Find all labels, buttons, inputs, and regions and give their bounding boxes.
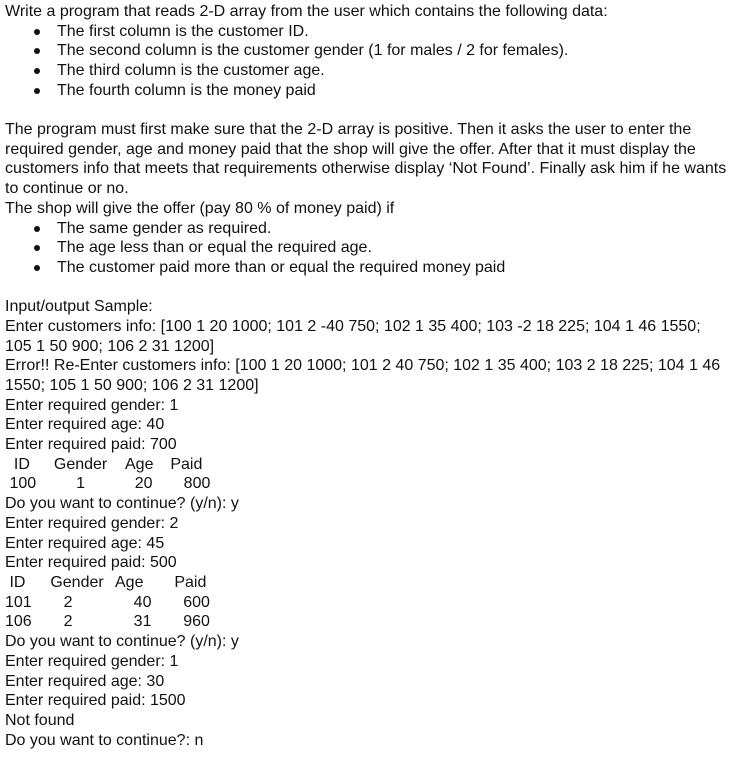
table-cell: 800 [157,475,211,493]
list-item: The fourth column is the money paid [5,81,730,101]
conditions-list [5,219,730,278]
run2-result-table [5,573,210,632]
description-paragraph: The program must first make sure that the 2-D array is positive. Then it asks the user to enter the required gender, age and money paid that the shop will give the offer. After that it must display the customers info that meets that requirements otherwise display ‘Not Found’. Finally ask him if he wants to continue or no. [5,121,727,198]
header-cell: ID [5,455,30,473]
table-cell: 960 [161,613,210,631]
run3-continue: Do you want to continue?: n [5,731,204,749]
run2-paid: Enter required paid: 500 [5,554,177,572]
run2-continue: Do you want to continue? (y/n): y [5,633,239,651]
table-header-row [5,573,210,593]
table-cell: 2 [37,593,73,611]
run3-gender: Enter required gender: 1 [5,652,179,670]
run3-result: Not found [5,711,75,729]
table-cell: 2 [37,613,73,631]
table-cell: 40 [107,593,152,611]
header-cell: Paid [157,455,203,473]
spacer [5,278,730,298]
run1-paid: Enter required paid: 700 [5,436,177,454]
list-item: The first column is the customer ID. [5,22,730,42]
run1-gender: Enter required gender: 1 [5,396,179,414]
list-item: The age less than or equal the required age. [5,238,730,258]
header-cell: ID [5,573,26,591]
list-item: The third column is the customer age. [5,61,730,81]
table-cell: 101 [5,593,32,611]
run3-paid: Enter required paid: 1500 [5,692,186,710]
table-cell: 106 [5,613,32,631]
run3-age: Enter required age: 30 [5,672,165,690]
run1-result-table [5,455,210,494]
run1-continue: Do you want to continue? (y/n): y [5,495,239,513]
spacer [5,101,730,121]
table-row [5,612,210,632]
header-cell: Age [107,573,144,591]
run2-age: Enter required age: 45 [5,534,165,552]
table-cell: 1 [45,475,86,493]
intro-text: Write a program that reads 2-D array from the user which contains the following data: [5,3,608,20]
table-row [5,474,210,494]
table-cell: 600 [161,593,210,611]
table-row [5,593,210,613]
columns-list [5,22,730,101]
list-item: The customer paid more than or equal the required money paid [5,258,730,278]
sample-error-line: Error!! Re-Enter customers info: [100 1 20 1000; 101 2 40 750; 102 1 35 400; 103 2 18 225; 104 1 46 1550; 105 1 50 900; 106 2 31 1200] [5,357,721,394]
sample-title: Input/output Sample: [5,298,153,316]
sample-input-line: Enter customers info: [100 1 20 1000; 101 2 -40 750; 102 1 35 400; 103 -2 18 225; 104 1 46 1550; 105 1 50 900; 106 2 31 1200] [5,317,701,355]
table-cell: 100 [5,475,37,493]
offer-intro: The shop will give the offer (pay 80 % of money paid) if [5,199,395,217]
run2-gender: Enter required gender: 2 [5,514,179,532]
list-item: The same gender as required. [5,219,730,239]
table-cell: 20 [117,475,153,493]
io-sample [5,297,730,750]
header-cell: Age [117,455,154,473]
header-cell: Gender [37,573,104,591]
table-header-row [5,455,210,475]
run1-age: Enter required age: 40 [5,416,165,434]
list-item: The second column is the customer gender (1 for males / 2 for females). [5,41,730,61]
header-cell: Paid [161,573,207,591]
header-cell: Gender [45,455,108,473]
table-cell: 31 [107,613,152,631]
